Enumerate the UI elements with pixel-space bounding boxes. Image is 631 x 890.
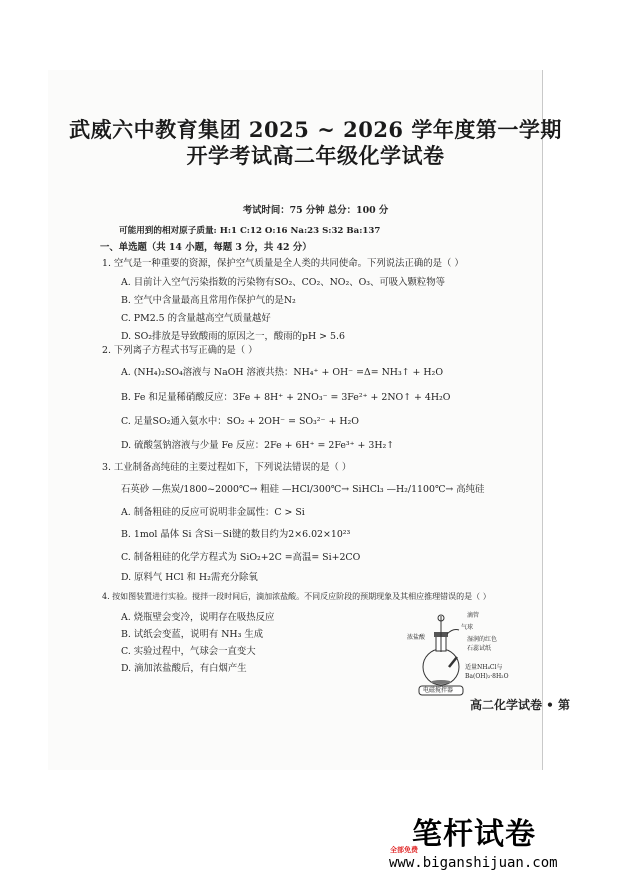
question-4-option-a: A. 烧瓶壁会变冷，说明存在吸热反应 [121,612,275,623]
question-3-option-a: A. 制备粗硅的反应可说明非金属性：C > Si [121,507,305,518]
label-paper1: 湿润的红色 [467,636,498,643]
question-2-option-d: D. 硫酸氢钠溶液与少量 Fe 反应：2Fe + 6H⁺ = 2Fe³⁺ + 3H₂↑ [121,440,395,451]
watermark-title: 笔杆试卷 [412,817,536,852]
question-1-option-b: B. 空气中含量最高且常用作保护气的是N₂ [121,295,296,306]
question-3-flow: 石英砂 —焦炭/1800~2000℃→ 粗硅 —HCl/300℃→ SiHCl₃ —H₂/1100℃→ 高纯硅 [121,484,485,495]
question-1-option-a: A. 目前计入空气污染指数的污染物有SO₂、CO₂、NO₂、O₃、可吸入颗粒物等 [121,277,446,288]
question-3-option-d: D. 原料气 HCl 和 H₂需充分除氧 [121,572,258,583]
label-reagent2: Ba(OH)₂·8H₂O [465,673,509,680]
label-paper2: 石蕊试纸 [467,645,492,652]
section-heading: 一、单选题（共 14 小题，每题 3 分，共 42 分） [100,242,312,253]
question-4-option-c: C. 实验过程中，气球会一直变大 [121,646,256,657]
flask-apparatus-diagram [405,612,540,697]
exam-title-line2: 开学考试高二年级化学试卷 [186,143,445,168]
exam-info: 考试时间：75 分钟 总分：100 分 [242,205,389,216]
question-3-stem: 3. 工业制备高纯硅的主要过程如下，下列说法错误的是（ ） [102,462,352,473]
question-1-option-d: D. SO₂排放是导致酸雨的原因之一，酸雨的pH > 5.6 [121,331,345,342]
question-1-stem: 1. 空气是一种重要的资源，保护空气质量是全人类的共同使命。下列说法正确的是（ ） [102,258,464,269]
question-1-option-c: C. PM2.5 的含量越高空气质量越好 [121,313,271,324]
label-reagent1: 适量NH₄Cl与 [465,664,503,671]
label-balloon: 气球 [461,624,474,631]
atomic-masses: 可能用到的相对原子质量: H:1 C:12 O:16 Na:23 S:32 Ba:137 [119,226,381,236]
question-2-stem: 2. 下列离子方程式书写正确的是（ ） [102,345,258,356]
question-3-option-b: B. 1mol 晶体 Si 含Si－Si键的数目约为2×6.02×10²³ [121,529,351,540]
question-3-option-c: C. 制备粗硅的化学方程式为 SiO₂+2C =高温= Si+2CO [121,552,361,563]
question-2-option-a: A. (NH₄)₂SO₄溶液与 NaOH 溶液共热：NH₄⁺ + OH⁻ =Δ= NH₃↑ + H₂O [121,367,444,378]
label-stirrer: 电磁搅拌器 [423,687,454,694]
label-acid: 浓盐酸 [407,634,426,641]
page-footer: 高二化学试卷 • 第 [470,698,571,712]
question-4-option-b: B. 试纸会变蓝，说明有 NH₃ 生成 [121,629,264,640]
question-2-option-c: C. 足量SO₂通入氨水中：SO₂ + 2OH⁻ = SO₃²⁻ + H₂O [121,416,359,427]
question-2-option-b: B. Fe 和足量稀硝酸反应：3Fe + 8H⁺ + 2NO₃⁻ = 3Fe²⁺ + 2NO↑ + 4H₂O [121,392,451,403]
exam-title-line1: 武威六中教育集团 2025 ~ 2026 学年度第一学期 [69,117,562,142]
watermark-url: www.biganshijuan.com [389,855,558,871]
watermark-free-badge: 全部免费 [390,846,418,854]
question-4-stem: 4. 按如图装置进行实验。搅拌一段时间后，滴加浓盐酸。不同反应阶段的预期现象及其相应推理错误的是（ ） [102,592,491,601]
question-4-option-d: D. 滴加浓盐酸后，有白烟产生 [121,663,247,674]
label-dropper: 滴管 [467,612,480,619]
